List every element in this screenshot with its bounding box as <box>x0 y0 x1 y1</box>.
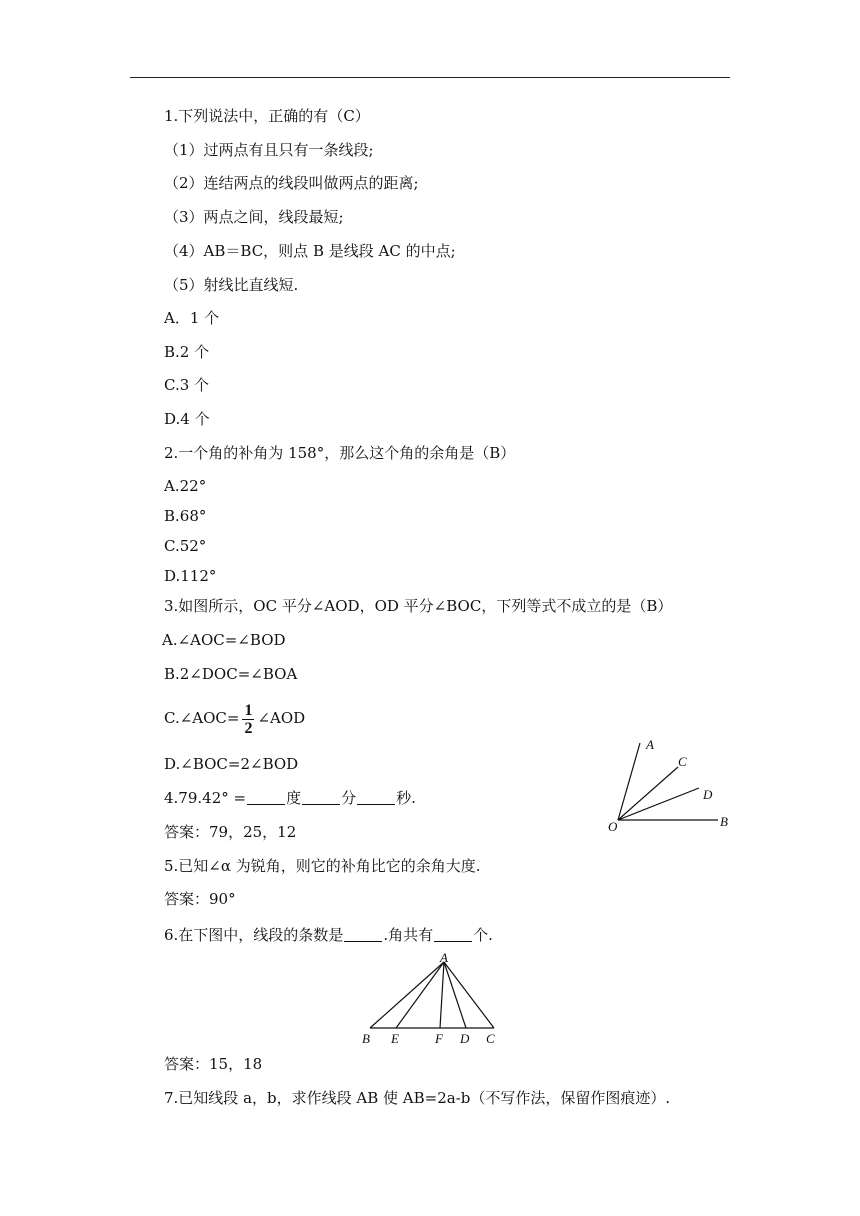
q4-prefix: 4.79.42° = <box>164 789 247 807</box>
q2-stem: 2.一个角的补角为 158°，那么这个角的余角是（B） <box>164 444 516 462</box>
q3-angle-figure <box>596 730 746 838</box>
q6-answer: 答案：15，18 <box>164 1055 263 1073</box>
q1-stem: 1.下列说法中，正确的有（C） <box>164 107 370 125</box>
q1-option-a: A．1 个 <box>164 309 220 327</box>
q6-stem-a: 6.在下图中，线段的条数是 <box>164 926 344 944</box>
q3-option-a: A.∠AOC=∠BOD <box>162 631 286 649</box>
label-a: A <box>440 950 448 965</box>
segment-af <box>440 962 444 1028</box>
label-b: B <box>720 814 728 829</box>
label-a: A <box>646 737 654 752</box>
ray-oa <box>618 743 640 820</box>
q3-option-d: D.∠BOC=2∠BOD <box>164 755 299 773</box>
fraction-numerator: 1 <box>244 701 253 719</box>
q5-stem: 5.已知∠α 为锐角，则它的补角比它的余角大度. <box>164 857 481 875</box>
q3-option-c <box>164 700 305 737</box>
q6-stem <box>164 925 493 945</box>
q1-option-c: C.3 个 <box>164 376 210 394</box>
label-c: C <box>678 754 687 769</box>
q7-stem: 7.已知线段 a，b，求作线段 AB 使 AB=2a-b（不写作法，保留作图痕迹）. <box>164 1089 671 1107</box>
q4-blank-seconds <box>357 790 395 805</box>
q2-option-b: B.68° <box>164 507 207 525</box>
q1-option-b: B.2 个 <box>164 343 210 361</box>
q2-option-a: A.22° <box>164 477 207 495</box>
segment-ad <box>444 962 466 1028</box>
label-d: D <box>703 787 713 802</box>
fraction-one-half <box>242 702 254 737</box>
q4-blank-minutes <box>302 790 340 805</box>
ray-oc <box>618 767 678 820</box>
segment-ab <box>370 962 444 1028</box>
label-f: F <box>435 1031 443 1046</box>
q6-triangle-figure <box>356 950 506 1050</box>
segment-ac <box>444 962 494 1028</box>
q4-unit-minute: 分 <box>341 789 357 807</box>
q5-answer: 答案：90° <box>164 890 236 908</box>
q4-answer: 答案：79，25，12 <box>164 823 297 841</box>
ray-od <box>618 788 699 820</box>
q4-unit-second: 秒. <box>396 789 416 807</box>
q2-option-d: D.112° <box>164 567 217 585</box>
q6-blank-segments <box>344 927 382 942</box>
label-c: C <box>486 1031 495 1046</box>
q6-stem-b: .角共有 <box>383 926 434 944</box>
q1-statement-3: （3）两点之间，线段最短; <box>164 208 344 226</box>
label-o: O <box>608 819 618 834</box>
header-rule <box>130 77 730 78</box>
q6-blank-angles <box>434 927 472 942</box>
q3-option-c-prefix: C.∠AOC= <box>164 709 240 727</box>
q3-stem: 3.如图所示，OC 平分∠AOD，OD 平分∠BOC，下列等式不成立的是（B） <box>164 597 673 615</box>
q3-option-b: B.2∠DOC=∠BOA <box>164 665 298 683</box>
label-d: D <box>460 1031 470 1046</box>
q4-stem <box>164 788 416 808</box>
q6-stem-c: 个. <box>473 926 493 944</box>
fraction-denominator: 2 <box>244 719 253 737</box>
segment-ae <box>396 962 444 1028</box>
q1-statement-1: （1）过两点有且只有一条线段; <box>164 141 374 159</box>
q1-statement-4: （4）AB＝BC，则点 B 是线段 AC 的中点; <box>164 242 456 260</box>
q3-option-c-suffix: ∠AOD <box>257 709 306 727</box>
label-e: E <box>391 1031 399 1046</box>
q1-option-d: D.4 个 <box>164 410 210 428</box>
q2-option-c: C.52° <box>164 537 207 555</box>
label-b: B <box>362 1031 370 1046</box>
q4-unit-degree: 度 <box>286 789 302 807</box>
q4-blank-degrees <box>247 790 285 805</box>
q1-statement-5: （5）射线比直线短. <box>164 276 299 294</box>
q1-statement-2: （2）连结两点的线段叫做两点的距离; <box>164 174 419 192</box>
